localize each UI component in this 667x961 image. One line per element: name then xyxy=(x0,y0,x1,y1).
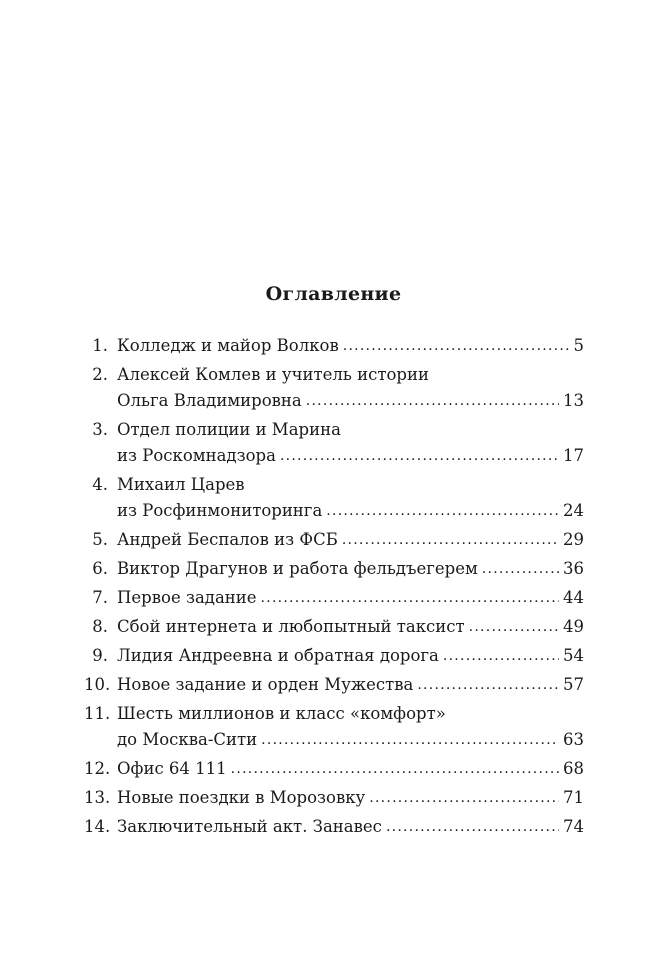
toc-entry-title: Алексей Комлев и учитель истории xyxy=(117,365,429,384)
toc-entry-page: 74 xyxy=(563,817,584,836)
toc-entry xyxy=(84,614,584,641)
toc-entry xyxy=(84,785,584,812)
toc-entry-page: 54 xyxy=(563,646,584,665)
toc-entry-number: 12. xyxy=(84,759,111,778)
toc-entry-number: 9. xyxy=(92,646,108,665)
dot-leader xyxy=(369,784,559,811)
toc-entry xyxy=(84,585,584,612)
toc-entry-number: 10. xyxy=(84,675,111,694)
toc-entry-page: 57 xyxy=(563,675,584,694)
toc-entry-number: 2. xyxy=(92,365,108,384)
toc-entry-title: Сбой интернета и любопытный таксист xyxy=(117,617,465,636)
toc-entry-title: Виктор Драгунов и работа фельдъегерем xyxy=(117,559,478,578)
toc-entry-title: Заключительный акт. Занавес xyxy=(117,817,382,836)
toc-entry-title: Лидия Андреевна и обратная дорога xyxy=(117,646,439,665)
toc-entry-title-cont: до Москва-Сити xyxy=(117,730,258,749)
toc-entry xyxy=(84,814,584,841)
dot-leader xyxy=(469,613,559,640)
toc-entry-title: Офис 64 111 xyxy=(117,759,227,778)
toc-entry-page: 36 xyxy=(563,559,584,578)
dot-leader xyxy=(482,555,559,582)
toc-entry-page: 29 xyxy=(563,530,584,549)
dot-leader xyxy=(342,526,559,553)
dot-leader xyxy=(386,813,559,840)
toc-entry-title-cont: Ольга Владимировна xyxy=(117,391,302,410)
toc-entry-page: 63 xyxy=(563,730,584,749)
toc-entry-number: 8. xyxy=(92,617,108,636)
toc-entry xyxy=(84,756,584,783)
toc-entry xyxy=(84,527,584,554)
toc-entry-number: 5. xyxy=(92,530,108,549)
toc-entry-title: Новые поездки в Морозовку xyxy=(117,788,366,807)
toc-entry-title: Колледж и майор Волков xyxy=(117,336,339,355)
toc-entry-title: Шесть миллионов и класс «комфорт» xyxy=(117,704,446,723)
toc-entry-number: 13. xyxy=(84,788,111,807)
toc-entry xyxy=(84,556,584,583)
toc-entry-number: 7. xyxy=(92,588,108,607)
toc-entry-title-cont: из Росфинмониторинга xyxy=(117,501,323,520)
toc-entry-page: 68 xyxy=(563,759,584,778)
toc-list xyxy=(84,333,584,843)
dot-leader xyxy=(343,332,570,359)
toc-entry-page: 5 xyxy=(573,336,584,355)
toc-entry-page: 71 xyxy=(563,788,584,807)
toc-entry-number: 14. xyxy=(84,817,111,836)
toc-entry xyxy=(84,701,584,754)
dot-leader xyxy=(280,442,559,469)
toc-entry-title: Андрей Беспалов из ФСБ xyxy=(117,530,338,549)
toc-title: Оглавление xyxy=(265,283,402,305)
toc-entry-title: Михаил Царев xyxy=(117,475,245,494)
toc-entry xyxy=(84,472,584,525)
toc-entry-number: 6. xyxy=(92,559,108,578)
toc-entry xyxy=(84,672,584,699)
toc-entry-number: 3. xyxy=(92,420,108,439)
toc-entry xyxy=(84,333,584,360)
toc-entry-page: 24 xyxy=(563,501,584,520)
toc-entry-title: Новое задание и орден Мужества xyxy=(117,675,414,694)
toc-entry-number: 1. xyxy=(92,336,108,355)
dot-leader xyxy=(443,642,559,669)
dot-leader xyxy=(231,755,559,782)
toc-entry-page: 49 xyxy=(563,617,584,636)
toc-entry-number: 11. xyxy=(84,704,111,723)
dot-leader xyxy=(261,726,559,753)
toc-entry-title: Первое задание xyxy=(117,588,257,607)
toc-entry-title-cont: из Роскомнадзора xyxy=(117,446,276,465)
dot-leader xyxy=(326,497,559,524)
toc-entry xyxy=(84,417,584,470)
toc-entry-number: 4. xyxy=(92,475,108,494)
dot-leader xyxy=(417,671,559,698)
dot-leader xyxy=(261,584,559,611)
toc-entry-page: 17 xyxy=(563,446,584,465)
toc-entry-title: Отдел полиции и Марина xyxy=(117,420,341,439)
toc-entry xyxy=(84,362,584,415)
toc-entry-page: 13 xyxy=(563,391,584,410)
dot-leader xyxy=(306,387,559,414)
toc-entry-page: 44 xyxy=(563,588,584,607)
toc-entry xyxy=(84,643,584,670)
